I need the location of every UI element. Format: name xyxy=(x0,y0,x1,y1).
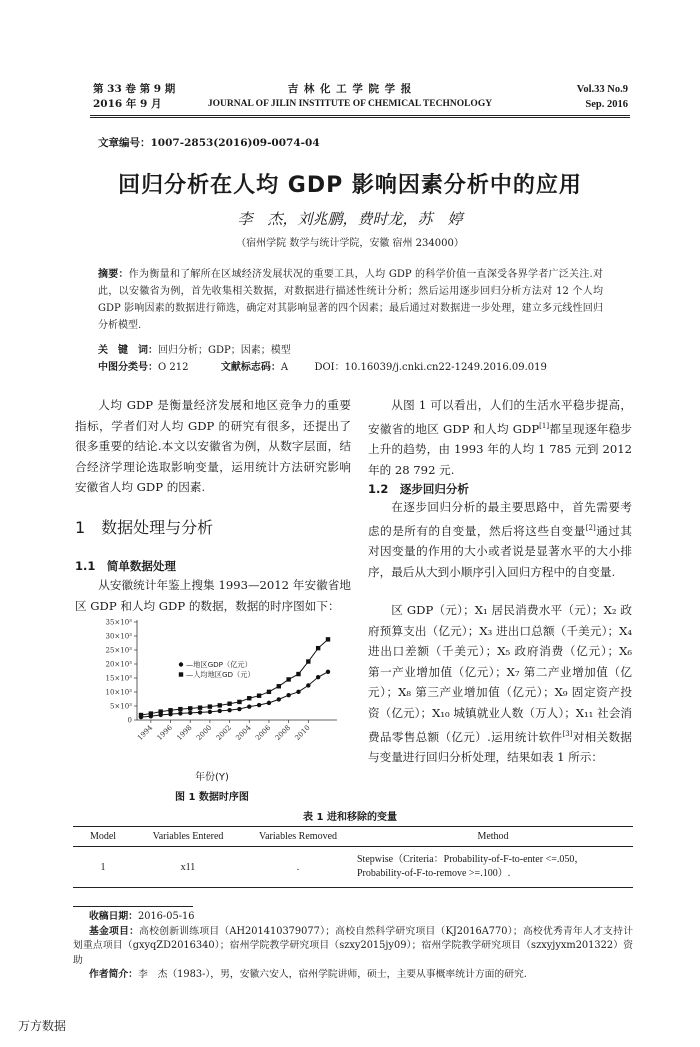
data-point-regional-gdp xyxy=(267,701,271,705)
right-para-2-a: 在逐步回归分析的最主要思路中，首先需要考虑的是所有的自变量，然后将这些自变量 xyxy=(368,500,632,538)
x-tick-label: 1996 xyxy=(155,723,174,743)
data-point-per-capita-gdp xyxy=(139,713,143,717)
header-rule-1 xyxy=(90,115,630,116)
data-point-per-capita-gdp xyxy=(158,709,162,713)
abstract xyxy=(98,266,603,334)
data-point-regional-gdp xyxy=(208,710,212,714)
data-point-per-capita-gdp xyxy=(188,706,192,710)
doi: DOI：10.16039/j.cnki.cn22-1249.2016.09.019 xyxy=(314,362,547,373)
data-point-per-capita-gdp xyxy=(267,690,271,694)
affiliation: （宿州学院 数学与统计学院，安徽 宿州 234000） xyxy=(236,238,464,249)
doc-code-label: 文献标志码： xyxy=(220,362,281,373)
x-tick-label: 2006 xyxy=(254,723,273,743)
x-tick-label: 2000 xyxy=(195,723,214,743)
classification-line xyxy=(98,359,603,376)
data-point-per-capita-gdp xyxy=(306,659,310,663)
right-para-3 xyxy=(368,600,632,768)
y-tick-label: 0 xyxy=(127,716,132,725)
data-point-per-capita-gdp xyxy=(257,694,261,698)
fund-line xyxy=(73,925,633,969)
col-model: Model xyxy=(73,827,133,847)
header-volume-en: Vol.33 No.9 xyxy=(576,84,628,95)
data-point-regional-gdp xyxy=(198,710,202,714)
article-id: 文章编号：1007-2853(2016)09-0074-04 xyxy=(98,137,320,149)
keywords-label: 关 键 词： xyxy=(98,345,158,356)
legend-marker-square xyxy=(179,672,183,676)
data-point-per-capita-gdp xyxy=(296,672,300,676)
footnote-rule xyxy=(73,906,193,907)
citation-2: [2] xyxy=(585,523,596,532)
gdp-time-series-chart xyxy=(92,612,342,762)
y-tick-label: 30×10³ xyxy=(105,632,132,641)
doc-code-value: A xyxy=(280,362,289,373)
x-tick-label: 2004 xyxy=(234,723,253,743)
data-point-per-capita-gdp xyxy=(208,704,212,708)
author-text: 李 杰（1983-），男，安徽六安人，宿州学院讲师，硕士，主要从事概率统计方面的研究. xyxy=(137,969,527,980)
data-point-per-capita-gdp xyxy=(326,637,330,641)
data-point-regional-gdp xyxy=(247,704,251,708)
data-point-regional-gdp xyxy=(218,709,222,713)
table-row xyxy=(73,847,633,888)
data-point-per-capita-gdp xyxy=(198,705,202,709)
data-point-per-capita-gdp xyxy=(316,646,320,650)
y-tick-label: 25×10³ xyxy=(105,646,132,655)
fund-label: 基金项目： xyxy=(89,925,140,937)
clc-value: O 212 xyxy=(158,362,189,373)
data-point-regional-gdp xyxy=(257,703,261,707)
intro-paragraph: 人均 GDP 是衡量经济发展和地区竞争力的重要指标，学者们对人均 GDP 的研究有很多，还提出了很多重要的结论.本文以安徽省为例，从数字层面，结合经济学理论选取影响变量，运用统计方法研究影响安徽省人均 GDP 的因素. xyxy=(75,398,351,495)
legend-label: —地区GDP（亿元） xyxy=(186,660,252,669)
cell-method: Stepwise（Criteria：Probability-of-F-to-enter <=.050，Probability-of-F-to-remove >=.100）. xyxy=(353,847,633,888)
cell-variables-removed: . xyxy=(243,847,353,888)
data-point-regional-gdp xyxy=(296,690,300,694)
right-para-1-b: 都呈现逐年稳步上升的趋势，由 1993 年的人均 1 785 元到 2012 年的 28 792 元. xyxy=(368,421,632,477)
section-1-heading: 1 数据处理与分析 xyxy=(75,518,214,537)
legend-label: —人均地区GD（元） xyxy=(186,670,255,679)
received-label: 收稿日期： xyxy=(89,911,138,922)
clc-label: 中图分类号： xyxy=(98,362,158,373)
cell-model: 1 xyxy=(73,847,133,888)
data-point-regional-gdp xyxy=(286,693,290,697)
header-rule-2 xyxy=(90,117,630,118)
keywords xyxy=(98,342,603,359)
right-para-3-a: 区 GDP（元）；X₁ 居民消费水平（元）；X₂ 政府预算支出（亿元）；X₃ 进出口总额（千美元）；X₄ 进出口差额（千美元）；X₅ 政府消费（亿元）；X₆ 第一产业增加值（亿元）；X₇ 第二产业增加值（亿元）；X₈ 第三产业增加值（亿元）；X₉ 固定资产投资（亿元）；X₁₀ 城镇就业人数（万人）；X₁₁ 社会消费品零售总额（亿元）.运用统计软件 xyxy=(368,603,632,744)
data-point-regional-gdp xyxy=(188,711,192,715)
author-label: 作者简介： xyxy=(89,969,138,980)
data-point-per-capita-gdp xyxy=(227,702,231,706)
data-point-regional-gdp xyxy=(227,708,231,712)
y-tick-label: 15×10³ xyxy=(105,674,132,683)
table-header-row xyxy=(73,827,633,847)
header-date-cn: 2016 年 9 月 xyxy=(93,98,162,110)
col-variables-removed: Variables Removed xyxy=(243,827,353,847)
y-tick-label: 5×10³ xyxy=(109,702,132,711)
y-tick-label: 20×10³ xyxy=(105,660,132,669)
section-1-2-heading: 1.2 逐步回归分析 xyxy=(368,482,469,496)
col-variables-entered: Variables Entered xyxy=(133,827,243,847)
author-line xyxy=(73,968,633,983)
citation-1: [1] xyxy=(539,421,550,430)
footnotes xyxy=(73,910,633,983)
citation-3: [3] xyxy=(562,729,573,738)
data-point-per-capita-gdp xyxy=(178,707,182,711)
data-point-per-capita-gdp xyxy=(218,703,222,707)
keywords-text: 回归分析；GDP；因素；模型 xyxy=(158,345,291,356)
variables-table xyxy=(73,827,633,888)
right-para-3-b: 对相关数据与变量进行回归分析处理，结果如表 1 所示： xyxy=(368,729,632,765)
right-para-2-b: 通过其对因变量的作用的大小或者说是显著水平的大小排序，最后从大到小顺序引入回归方程中的自变量. xyxy=(368,523,632,579)
right-para-1 xyxy=(368,395,632,480)
data-point-regional-gdp xyxy=(326,670,330,674)
data-point-per-capita-gdp xyxy=(277,684,281,688)
data-point-per-capita-gdp xyxy=(168,708,172,712)
right-para-2 xyxy=(368,497,632,582)
section-1-1-text: 从安徽统计年鉴上搜集 1993—2012 年安徽省地区 GDP 和人均 GDP 的数据，数据的时序图如下： xyxy=(75,578,351,613)
watermark-text: 万方数据 xyxy=(18,1019,67,1033)
header-journal xyxy=(180,82,520,112)
authors: 李 杰，刘兆鹏，费时龙，苏 婷 xyxy=(237,210,463,228)
figure-caption: 图 1 数据时序图 xyxy=(175,792,249,803)
header-volume-en-block xyxy=(577,82,628,112)
fund-text: 高校创新训练项目（AH201410379077）；高校自然科学研究项目（KJ2016A770）；高校优秀青年人才支持计划重点项目（gxyqZD2016340）；宿州学院教学研究项目（szxy2015jy09）；宿州学院教学研究项目（szxyjyxm201322）资助 xyxy=(73,925,633,966)
data-point-regional-gdp xyxy=(178,711,182,715)
abstract-label: 摘要： xyxy=(98,269,129,280)
header-volume xyxy=(93,82,175,112)
paper-title: 回归分析在人均 GDP 影响因素分析中的应用 xyxy=(118,173,582,198)
cell-variables-entered: x11 xyxy=(133,847,243,888)
data-point-per-capita-gdp xyxy=(286,677,290,681)
y-tick-label: 35×10³ xyxy=(105,618,132,627)
x-tick-label: 2008 xyxy=(273,723,293,743)
data-point-regional-gdp xyxy=(168,712,172,716)
col-method: Method xyxy=(353,827,633,847)
received-date: 2016-05-16 xyxy=(137,911,195,922)
data-point-regional-gdp xyxy=(316,675,320,679)
received-line xyxy=(73,910,633,925)
section-1-1-heading: 1.1 简单数据处理 xyxy=(75,559,176,573)
x-axis-label: 年份(Y) xyxy=(195,772,229,783)
header-journal-en: JOURNAL OF JILIN INSTITUTE OF CHEMICAL TECHNOLOGY xyxy=(207,99,493,109)
data-point-per-capita-gdp xyxy=(149,711,153,715)
x-tick-label: 2002 xyxy=(214,723,233,743)
header-journal-cn: 吉 林 化 工 学 院 学 报 xyxy=(287,83,413,95)
table-caption: 表 1 进和移除的变量 xyxy=(303,812,397,823)
data-point-regional-gdp xyxy=(237,707,241,711)
data-point-regional-gdp xyxy=(277,697,281,701)
data-point-per-capita-gdp xyxy=(247,696,251,700)
right-para-1-a: 从图 1 可以看出，人们的生活水平稳步提高，安徽省的地区 GDP 和人均 GDP xyxy=(368,398,632,436)
x-tick-label: 1994 xyxy=(135,723,155,743)
header-date-en: Sep. 2016 xyxy=(585,99,628,110)
legend-marker-circle xyxy=(179,662,183,666)
header-volume-cn: 第 33 卷 第 9 期 xyxy=(93,83,176,95)
y-tick-label: 10×10³ xyxy=(105,688,132,697)
data-point-per-capita-gdp xyxy=(237,700,241,704)
data-point-regional-gdp xyxy=(306,683,310,687)
x-tick-label: 1998 xyxy=(175,723,194,743)
abstract-text: 作为衡量和了解所在区域经济发展状况的重要工具，人均 GDP 的科学价值一直深受各界学者广泛关注.对此，以安徽省为例，首先收集相关数据，对数据进行描述性统计分析；然后运用逐步回归分析方法对 12 个人均 GDP 影响因素的数据进行筛选，确定对其影响显著的四个因素；最后通过对数据进一步处理，建立多元线性回归分析模型. xyxy=(98,269,603,331)
x-tick-label: 2010 xyxy=(293,723,312,743)
